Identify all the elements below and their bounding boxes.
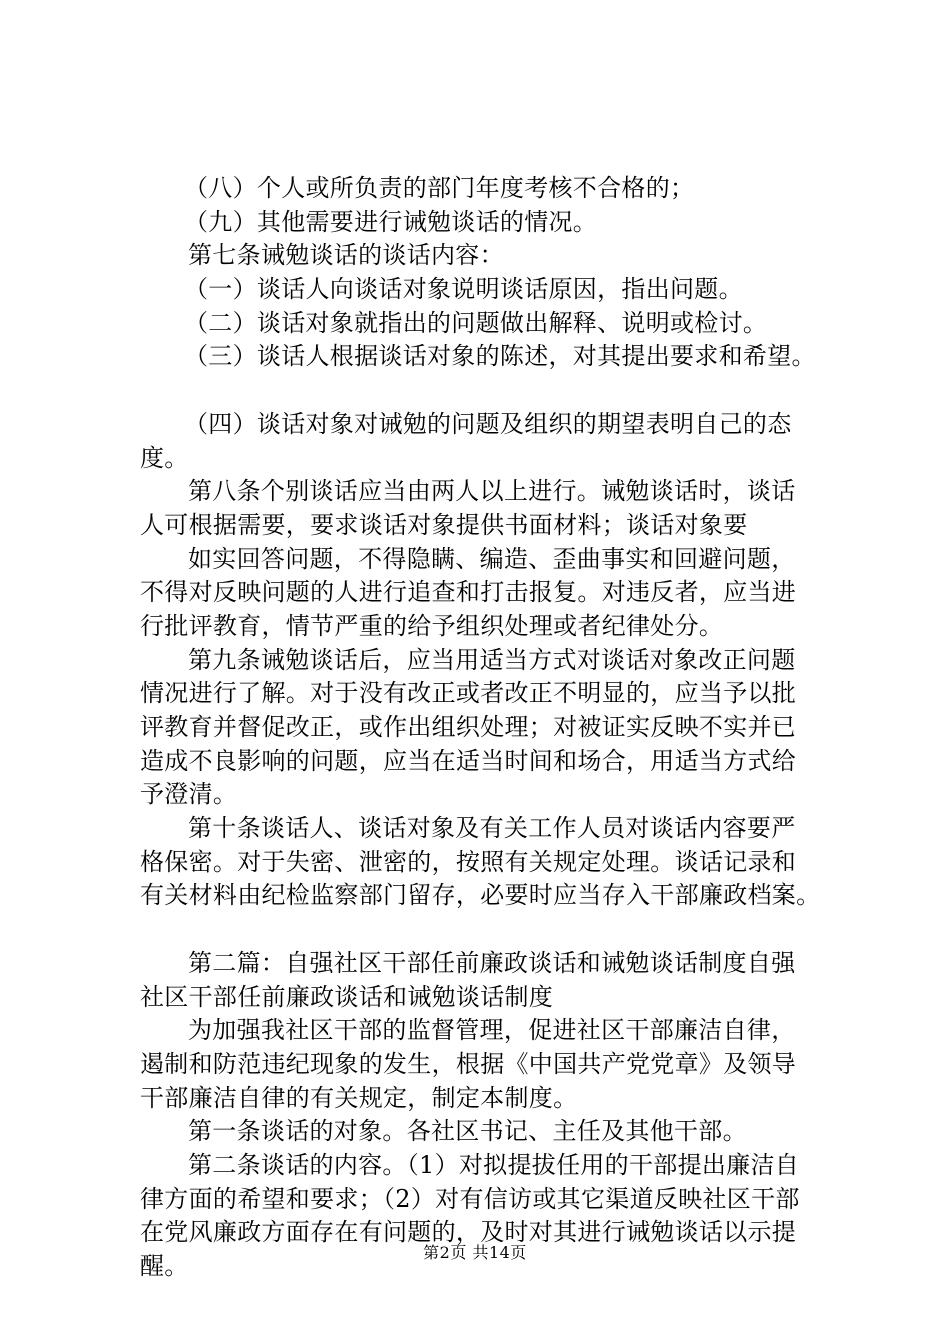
paragraph-line: 第一条谈话的对象。各社区书记、主任及其他干部。	[188, 1117, 747, 1146]
list-item: （四）谈话对象对诫勉的问题及组织的期望表明自己的态	[184, 409, 792, 438]
paragraph-line: 有关材料由纪检监察部门留存，必要时应当存入干部廉政档案。	[140, 881, 821, 910]
paragraph-line: 遏制和防范违纪现象的发生，根据《中国共产党党章》及领导	[140, 1049, 797, 1078]
paragraph-line: 为加强我社区干部的监督管理，促进社区干部廉洁自律，	[188, 1016, 796, 1045]
paragraph-line: 如实回答问题，不得隐瞒、编造、歪曲事实和回避问题，	[188, 544, 796, 573]
paragraph-line: 律方面的希望和要求；（2）对有信访或其它渠道反映社区干部	[140, 1184, 800, 1213]
list-item: （一）谈话人向谈话对象说明谈话原因，指出问题。	[184, 275, 743, 304]
blank-line	[140, 374, 840, 408]
paragraph-line: 第九条诫勉谈话后，应当用适当方式对谈话对象改正问题	[188, 645, 796, 674]
list-item: （三）谈话人根据谈话对象的陈述，对其提出要求和希望。	[184, 342, 816, 371]
paragraph-line: 第二条谈话的内容。（1）对拟提拔任用的干部提出廉洁自	[188, 1150, 800, 1179]
paragraph-line: 第八条个别谈话应当由两人以上进行。诫勉谈话时，谈话	[188, 477, 796, 506]
paragraph-line: 第十条谈话人、谈话对象及有关工作人员对谈话内容要严	[188, 814, 796, 843]
paragraph-line: 醒。	[140, 1252, 189, 1280]
list-item: （八）个人或所负责的部门年度考核不合格的；	[184, 174, 695, 202]
paragraph-line: 情况进行了解。对于没有改正或者改正不明显的，应当予以批	[140, 679, 797, 708]
paragraph-line: 行批评教育，情节严重的给予组织处理或者纪律处分。	[140, 611, 724, 640]
article-heading: 第七条诫勉谈话的谈话内容：	[188, 241, 504, 270]
paragraph-line: 造成不良影响的问题，应当在适当时间和场合，用适当方式给	[140, 746, 797, 775]
list-item: （九）其他需要进行诫勉谈话的情况。	[184, 207, 598, 236]
page-number: 第2页 共14页	[423, 1243, 527, 1262]
section-title: 社区干部任前廉政谈话和诫勉谈话制度	[140, 982, 554, 1011]
paragraph-line: 格保密。对于失密、泄密的，按照有关规定处理。谈话记录和	[140, 847, 797, 876]
list-item-continuation: 度。	[140, 443, 189, 472]
paragraph-line: 予澄清。	[140, 780, 238, 809]
paragraph-line: 人可根据需要，要求谈话对象提供书面材料；谈话对象要	[140, 510, 748, 539]
paragraph-line: 评教育并督促改正，或作出组织处理；对被证实反映不实并已	[140, 713, 797, 741]
blank-line	[140, 913, 840, 947]
paragraph-line: 不得对反映问题的人进行追查和打击报复。对违反者，应当进	[140, 578, 797, 607]
document-body	[140, 172, 840, 1284]
section-title: 第二篇：自强社区干部任前廉政谈话和诫勉谈话制度自强	[188, 948, 796, 977]
list-item: （二）谈话对象就指出的问题做出解释、说明或检讨。	[184, 308, 768, 337]
paragraph-line: 在党风廉政方面存在有问题的，及时对其进行诫勉谈话以示提	[140, 1218, 797, 1247]
paragraph-line: 干部廉洁自律的有关规定，制定本制度。	[140, 1083, 578, 1112]
